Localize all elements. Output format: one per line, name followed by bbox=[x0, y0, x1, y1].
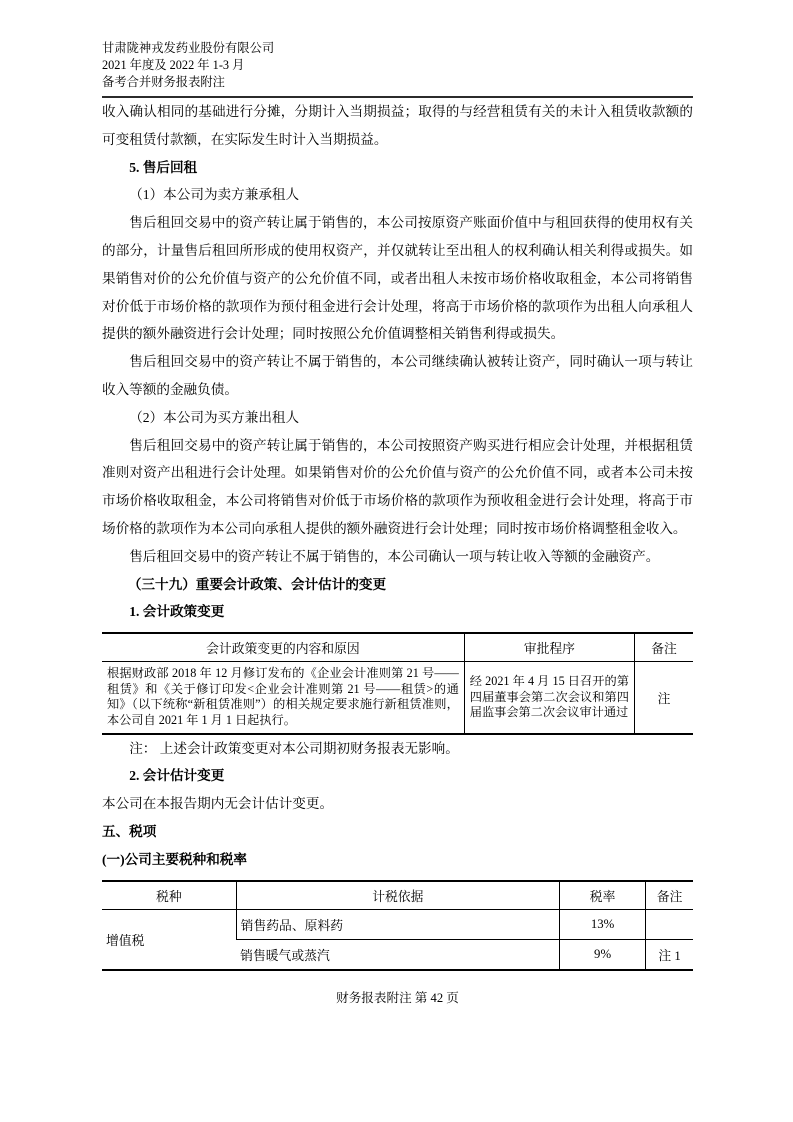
tax-type-cell: 增值税 bbox=[106, 933, 145, 948]
page-number: 财务报表附注 第 42 页 bbox=[336, 990, 459, 1005]
heading-section-39: （三十九）重要会计政策、会计估计的变更 bbox=[127, 576, 387, 592]
company-name: 甘肃陇神戎发药业股份有限公司 bbox=[102, 41, 275, 55]
tax-rate-cell: 13% bbox=[559, 909, 645, 939]
tax-rate-cell: 9% bbox=[559, 939, 645, 970]
policy-remark-cell: 注 bbox=[634, 662, 693, 734]
tax-basis-cell: 销售药品、原料药 bbox=[236, 909, 559, 939]
col-header-approval-procedure: 审批程序 bbox=[464, 633, 634, 662]
tax-remark-cell: 注 1 bbox=[646, 939, 693, 970]
tax-remark-cell bbox=[646, 909, 693, 939]
item-seller-lessee: （1）本公司为卖方兼承租人 bbox=[129, 187, 300, 203]
policy-change-table bbox=[102, 632, 693, 734]
page-content bbox=[102, 0, 693, 1006]
paragraph-sale-leaseback-1: 售后租回交易中的资产转让属于销售的，本公司按原资产账面价值中与租回获得的使用权有关的部分，计量售后租回所形成的使用权资产，并仅就转让至出租人的权利确认相关利得或损失。如果销售对价的公允价值与资产的公允价值不同，或者出租人未按市场价格收取租金，本公司将销售对价低于市场价格的款项作为预付租金进行会计处理，将高于市场价格的款项作为出租人向承租人提供的额外融资进行会计处理；同时按照公允价值调整相关销售利得或损失。 bbox=[102, 215, 693, 342]
policy-approval-cell: 经 2021 年 4 月 15 日召开的第四届董事会第二次会议和第四届监事会第二次会议审计通过 bbox=[464, 662, 634, 734]
heading-policy-change: 1. 会计政策变更 bbox=[129, 604, 225, 620]
heading-tax-types-rates: (一)公司主要税种和税率 bbox=[102, 851, 247, 867]
col-header-tax-type: 税种 bbox=[102, 881, 236, 910]
col-header-tax-rate: 税率 bbox=[559, 881, 645, 910]
col-header-tax-basis: 计税依据 bbox=[236, 881, 559, 910]
item-buyer-lessor: （2）本公司为买方兼出租人 bbox=[129, 409, 300, 425]
page-footer bbox=[102, 987, 693, 1006]
document-body bbox=[102, 98, 693, 971]
paragraph-estimate-change: 本公司在本报告期内无会计估计变更。 bbox=[102, 796, 334, 812]
paragraph-sale-leaseback-2: 售后租回交易中的资产转让不属于销售的，本公司继续确认被转让资产，同时确认一项与转让收入等额的金融负债。 bbox=[102, 354, 693, 397]
policy-table-header-row bbox=[102, 633, 693, 662]
heading-sale-leaseback: 5. 售后回租 bbox=[129, 159, 198, 175]
paragraph-lease-income-continuation: 收入确认相同的基础进行分摊，分期计入当期损益；取得的与经营租赁有关的未计入租赁收款额的可变租赁付款额，在实际发生时计入当期损益。 bbox=[102, 104, 693, 147]
report-period: 2021 年度及 2022 年 1-3 月 bbox=[102, 58, 245, 72]
page-header bbox=[102, 0, 693, 98]
policy-change-note: 注： 上述会计政策变更对本公司期初财务报表无影响。 bbox=[129, 740, 459, 756]
policy-content-cell: 根据财政部 2018 年 12 月修订发布的《企业会计准则第 21 号——租赁》和《关于修订印发<企业会计准则第 21 号——租赁>的通知》（以下统称“新租赁准则”）的相关规定要求施行新租赁准则，本公司自 2021 年 1 月 1 日起执行。 bbox=[107, 666, 459, 727]
table-row bbox=[102, 909, 693, 939]
col-header-content-and-reason: 会计政策变更的内容和原因 bbox=[102, 633, 464, 662]
heading-estimate-change: 2. 会计估计变更 bbox=[129, 768, 225, 784]
col-header-tax-remark: 备注 bbox=[646, 881, 693, 910]
heading-tax-section: 五、税项 bbox=[102, 823, 157, 839]
tax-table bbox=[102, 880, 693, 971]
paragraph-sale-leaseback-4: 售后租回交易中的资产转让不属于销售的，本公司确认一项与转让收入等额的金融资产。 bbox=[129, 548, 660, 564]
table-row bbox=[102, 662, 693, 734]
tax-basis-cell: 销售暖气或蒸汽 bbox=[240, 948, 330, 963]
doc-title: 备考合并财务报表附注 bbox=[102, 75, 225, 89]
col-header-remark: 备注 bbox=[634, 633, 693, 662]
tax-table-header-row bbox=[102, 881, 693, 910]
paragraph-sale-leaseback-3: 售后租回交易中的资产转让属于销售的，本公司按照资产购买进行相应会计处理，并根据租赁准则对资产出租进行会计处理。如果销售对价的公允价值与资产的公允价值不同，或者本公司未按市场价格收取租金，本公司将销售对价低于市场价格的款项作为预收租金进行会计处理，将高于市场价格的款项作为本公司向承租人提供的额外融资进行会计处理；同时按市场价格调整租金收入。 bbox=[102, 437, 693, 536]
